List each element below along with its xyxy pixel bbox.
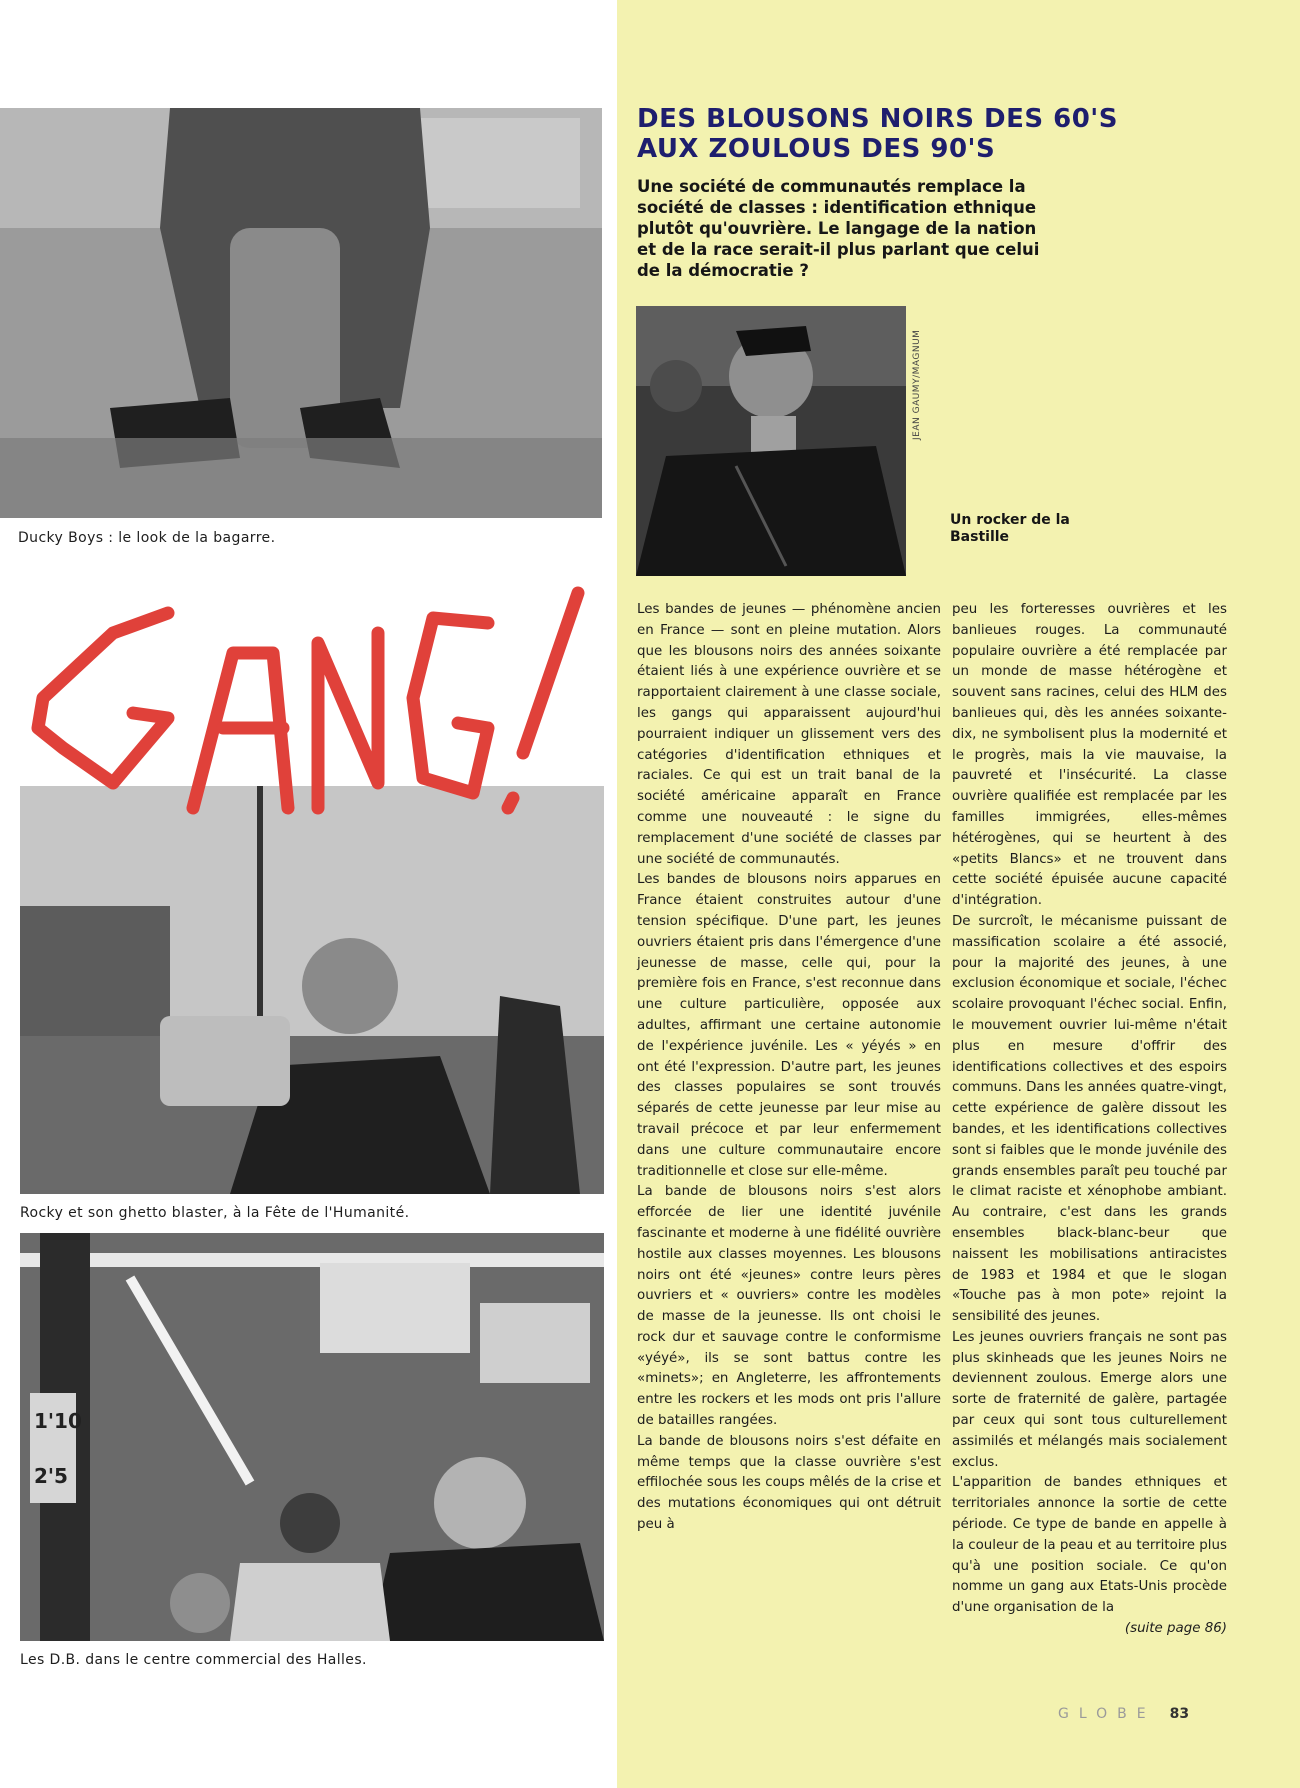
ducky-boys-photo: [0, 108, 602, 518]
paragraph: De surcroît, le mécanisme puissant de massification scolaire a été associé, pour la majorité des jeunes, à une exclusion économique et sociale, l'échec scolaire provoquant l'échec social. Enfin, le mouvement ouvrier lui-même n'était plus en mesure d'offrir des identifications collectives et des espoirs communs. Dans les années quatre-vingt, cette expérience de galère dissout les bandes, et les identifications collectives sont si faibles que le monde juvénile des grands ensembles paraît peu touché par le climat raciste et xénophobe ambiant. Au contraire, c'est dans les grands ensembles black-blanc-beur que naissent les mobilisations antiracistes de 1983 et 1984 et que le slogan «Touche pas à mon pote» rejoint la sensibilité des jeunes.: [952, 913, 1227, 1325]
halles-photo-scene: [20, 1233, 604, 1641]
halles-price-sign-2: 2'5: [34, 1464, 68, 1488]
halles-price-sign-1: 1'10: [34, 1409, 82, 1433]
headline-line-1: DES BLOUSONS NOIRS DES 60'S: [637, 104, 1118, 134]
paragraph: Les bandes de jeunes — phénomène ancien en France — sont en pleine mutation. Alors que les blousons noirs des années soixante étaient liés à une expérience ouvrière et se rapportaient clairement à une classe sociale, les gangs qui apparaissent aujourd'hui pourraient indiquer un glissement vers des catégories d'identification ethniques et raciales. Ce qui est un trait banal de la société américaine apparaît en France comme une nouveauté : le signe du remplacement d'une société de classes par une société de communautés.: [637, 602, 941, 867]
rocker-photo-scene: [636, 306, 906, 576]
paragraph: La bande de blousons noirs s'est défaite en même temps que la classe ouvrière s'est effilochée sous les coups mêlés de la crise et des mutations économiques qui ont détruit peu à: [637, 1433, 941, 1533]
page-number: 83: [1169, 1706, 1190, 1722]
headline-line-2: AUX ZOULOUS DES 90'S: [637, 134, 996, 164]
page-folio: [1058, 1706, 1189, 1722]
magazine-name: GLOBE: [1058, 1706, 1156, 1722]
paragraph: Les jeunes ouvriers français ne sont pas plus skinheads que les jeunes Noirs ne deviennent zoulous. Emerge alors une sorte de fraternité de galère, partagée par ceux qui sont tous culturellement assimilés et mélangés mais socialement exclus.: [952, 1329, 1227, 1470]
article-column-1: [637, 600, 941, 1536]
rocky-caption: Rocky et son ghetto blaster, à la Fête de l'Humanité.: [20, 1205, 410, 1221]
paragraph: Les bandes de blousons noirs apparues en France étaient construites autour d'une tension spécifique. D'une part, les jeunes ouvriers étaient pris dans l'émergence d'une jeunesse de masse, celle qui, pour la première fois en France, s'est reconnue dans une culture particulière, opposée aux adultes, affirmant une certaine autonomie de l'expérience juvénile. Les « yéyés » en ont été l'expression. D'autre part, les jeunes des classes populaires se sont trouvés séparés de cette jeunesse par leur mise au travail précoce et par leur enfermement dans une culture communautaire encore traditionnelle et close sur elle-même.: [637, 872, 941, 1179]
paragraph: L'apparition de bandes ethniques et territoriales annonce la sortie de cette période. Ce type de bande en appelle à la couleur de la peau et au territoire plus qu'à une position sociale. Ce qu'on nomme un gang aux Etats-Unis procède d'une organisation de la: [952, 1475, 1227, 1616]
article-deck: Une société de communautés remplace la société de classes : identification ethnique plutôt qu'ouvrière. Le langage de la nation et de la race serait-il plus parlant que celui de la démocratie ?: [637, 177, 1040, 280]
rocky-photo: [20, 786, 604, 1194]
continued-note: (suite page 86): [1124, 1621, 1227, 1637]
ducky-boys-photo-scene: [0, 108, 602, 518]
paragraph: peu les forteresses ouvrières et les banlieues rouges. La communauté populaire ouvrière a été remplacée par un monde de masse hétérogène et souvent sans racines, celui des HLM des banlieues qui, dès les années soixante-dix, ne symbolisent plus la modernité et le progrès, mais la vie mauvaise, la pauvreté et l'insécurité. La classe ouvrière qualifiée est remplacée par les familles immigrées, elles-mêmes hétérogènes, qui se heurtent à des «petits Blancs» et ne trouvent dans cette société épuisée aucune capacité d'intégration.: [952, 602, 1227, 909]
rocky-photo-scene: [20, 786, 604, 1194]
halles-photo: [20, 1233, 604, 1641]
photo-credit: JEAN GAUMY/MAGNUM: [912, 329, 922, 440]
article-headline: [637, 104, 1197, 164]
gang-graffiti-art: [18, 578, 608, 828]
rocker-caption: Un rocker de la Bastille: [950, 512, 1070, 545]
article-column-2: [952, 600, 1227, 1640]
rocker-photo: [636, 306, 906, 576]
paragraph: La bande de blousons noirs s'est alors efforcée de lier une identité juvénile fascinante et moderne à une fidélité ouvrière hostile aux classes moyennes. Les blousons noirs ont été «jeunes» contre leurs pères ouvriers et « ouvriers» contre les modèles de masse de la jeunesse. Ils ont choisi le rock dur et sauvage contre le conformisme «yéyé», ils se sont battus contre les «minets»; en Angleterre, les affrontements entre les rockers et les mods ont pris l'allure de batailles rangées.: [637, 1184, 941, 1429]
halles-caption: Les D.B. dans le centre commercial des Halles.: [20, 1652, 367, 1668]
ducky-boys-caption: Ducky Boys : le look de la bagarre.: [18, 530, 276, 546]
